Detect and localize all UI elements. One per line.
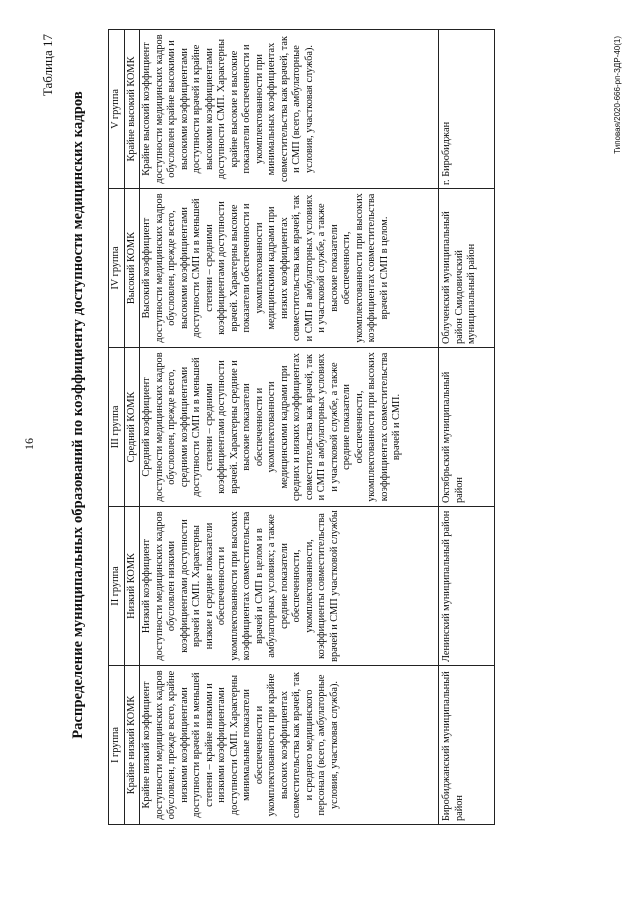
distribution-table [108,29,495,825]
group-name: V группа [109,30,125,189]
group-name: IV группа [109,189,125,348]
group-areas: Облученский муниципальный район Смидовичский муниципальный район [439,189,495,348]
document-footer: Типовая/2020-666-рп-ЗДР-40(1) [613,36,622,154]
group-name: II группа [109,507,125,666]
group-description: Низкий коэффициент доступности медицинских кадров обусловлен низкими коэффициентами доступности врачей и СМП. Характерны низкие и средние показатели обеспеченности и укомплектованности при высоких коэффициентах совместительства врачей и СМП в целом и в амбулаторных условиях; а также средние показатели обеспеченности, укомплектованности, коэффициенты совместительства врачей и СМП участковой службы [140,507,439,666]
description-row [140,30,439,825]
group-areas: г. Биробиджан [439,30,495,189]
group-level: Высокий КОМК [124,189,140,348]
level-header-row [124,30,140,825]
table-number: Таблица 17 [40,34,55,97]
group-description: Средний коэффициент доступности медицинских кадров обусловлен, прежде всего, средними коэффициентами доступности СМП и в меньшей степени – средними коэффициентами доступности врачей. Характерны средние и высокие показатели обеспеченности и укомплектованности медицинскими кадрами при средних и низких коэффициентах совместительства как врачей, так и СМП в амбулаторных условиях и участковой службе, а также средние показатели обеспеченности, укомплектованности при высоких коэффициентах совместительства врачей и СМП. [140,348,439,507]
group-name: III группа [109,348,125,507]
table-title: Распределение муниципальных образований по коэффициенту доступности медицинских кадров [70,91,86,739]
group-areas: Ленинский муниципальный район [439,507,495,666]
page-number: 16 [22,438,36,450]
group-level: Средний КОМК [124,348,140,507]
group-areas: Биробиджанский муниципальный район [439,666,495,825]
group-description: Крайне низкий коэффициент доступности медицинских кадров обусловлен, прежде всего, крайне низкими коэффициентами доступности врачей и в меньшей степени – крайне низкими и низкими коэффициентами доступности СМП. Характерны минимальные показатели обеспеченности и укомплектованности при крайне высоких коэффициентах совместительства как врачей, так и среднего медицинского персонала (всего, амбулаторные условия, участковая служба). [140,666,439,825]
areas-row [439,30,495,825]
group-areas: Октябрьский муниципальный район [439,348,495,507]
group-description: Высокий коэффициент доступности медицинских кадров обусловлен, прежде всего, высокими коэффициентами доступности СМП и в меньшей степени – средними коэффициентами доступности врачей. Характерны высокие показатели обеспеченности и укомплектованности медицинскими кадрами при низких коэффициентах совместительства как врачей, так и СМП в амбулаторных условиях и участковой службе, а также высокие показатели обеспеченности, укомплектованности при высоких коэффициентах совместительства врачей и СМП в целом. [140,189,439,348]
group-name: I группа [109,666,125,825]
group-description: Крайне высокий коэффициент доступности медицинских кадров обусловлен крайне высокими и высокими коэффициентами доступности врачей и крайне высокими коэффициентами доступности СМП. Характерны крайне высокие и высокие показатели обеспеченности и укомплектованности при минимальных коэффициентах совместительства как врачей, так и СМП (всего, амбулаторные условия, участковая служба). [140,30,439,189]
group-level: Крайне высокий КОМК [124,30,140,189]
group-header-row [109,30,125,825]
group-level: Низкий КОМК [124,507,140,666]
group-level: Крайне низкий КОМК [124,666,140,825]
